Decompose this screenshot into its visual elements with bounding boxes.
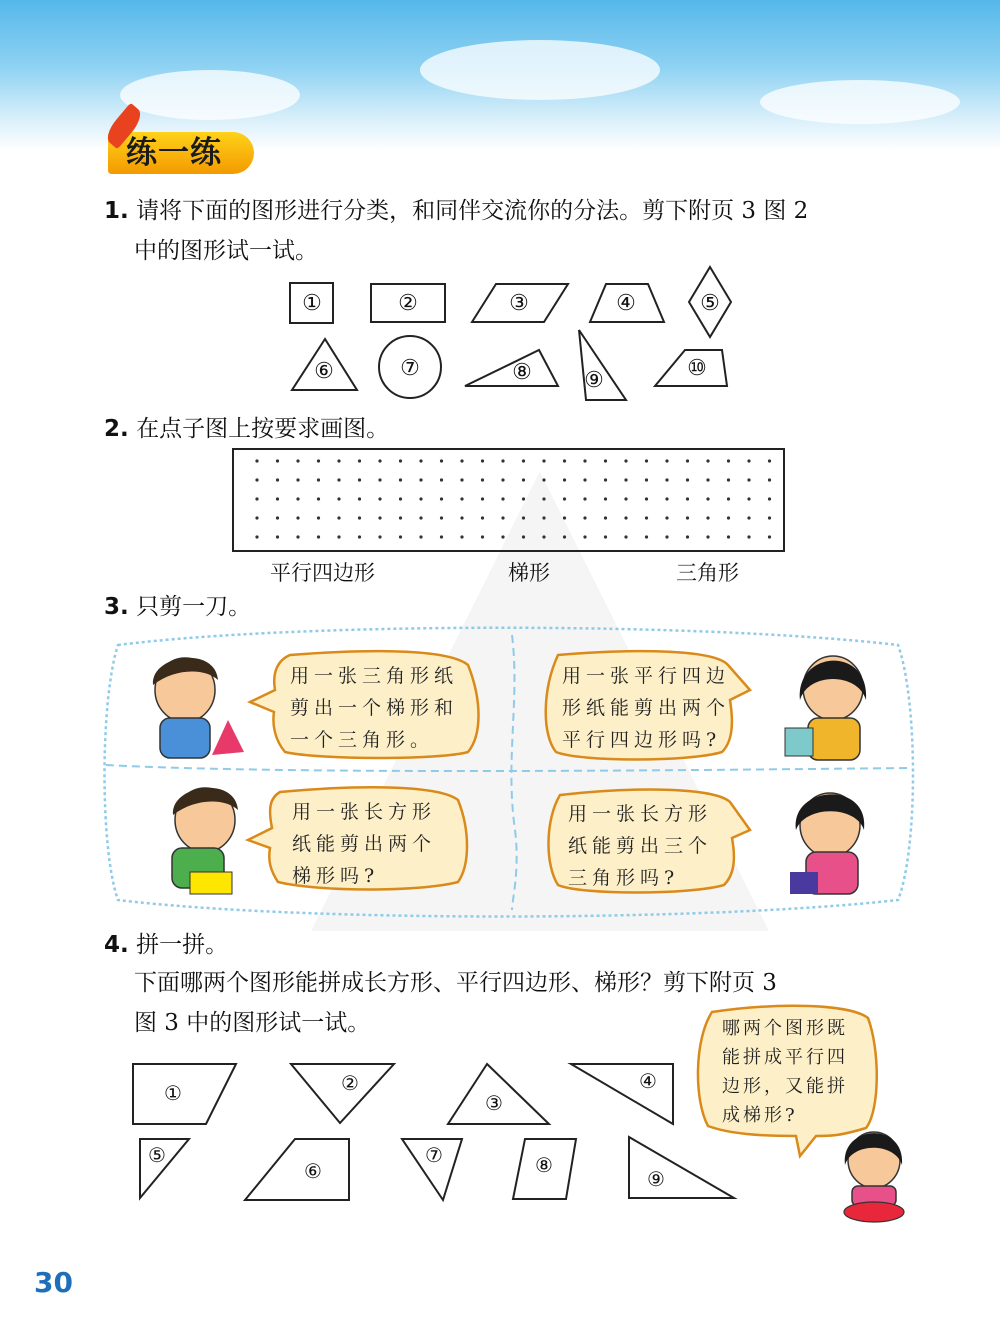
q1-label-6: ⑥ bbox=[314, 359, 334, 384]
grid-dot[interactable] bbox=[542, 459, 545, 462]
grid-dot[interactable] bbox=[337, 497, 340, 500]
grid-dot[interactable] bbox=[747, 497, 750, 500]
grid-dot[interactable] bbox=[419, 497, 422, 500]
q3-bubble-4-text bbox=[568, 798, 712, 894]
grid-dot[interactable] bbox=[399, 497, 402, 500]
grid-dot[interactable] bbox=[296, 459, 299, 462]
grid-dot[interactable] bbox=[522, 497, 525, 500]
grid-dot[interactable] bbox=[481, 516, 484, 519]
grid-dot[interactable] bbox=[296, 478, 299, 481]
grid-dot[interactable] bbox=[686, 497, 689, 500]
q1-label-9: ⑨ bbox=[584, 368, 604, 393]
grid-dot[interactable] bbox=[460, 459, 463, 462]
q1-label-7: ⑦ bbox=[400, 356, 420, 381]
grid-dot[interactable] bbox=[665, 497, 668, 500]
grid-dot[interactable] bbox=[358, 516, 361, 519]
q2-text: 在点子图上按要求画图。 bbox=[136, 416, 390, 442]
q4-shape-6-trapezoid[interactable] bbox=[245, 1139, 349, 1200]
q4-line bbox=[104, 928, 228, 962]
kid-girl-2-illustration bbox=[790, 793, 864, 894]
q3-text: 只剪一刀。 bbox=[136, 594, 252, 620]
grid-dot[interactable] bbox=[522, 459, 525, 462]
grid-dot[interactable] bbox=[481, 478, 484, 481]
kid-girl-3-illustration bbox=[844, 1132, 904, 1222]
q2-line bbox=[104, 412, 389, 446]
grid-dot[interactable] bbox=[604, 516, 607, 519]
q3-bubble-1-line1: 用一张三角形纸 bbox=[290, 665, 459, 687]
grid-dot[interactable] bbox=[583, 459, 586, 462]
grid-dot[interactable] bbox=[706, 459, 709, 462]
grid-dot[interactable] bbox=[440, 497, 443, 500]
grid-dot[interactable] bbox=[583, 497, 586, 500]
grid-dot[interactable] bbox=[255, 478, 258, 481]
grid-dot[interactable] bbox=[296, 535, 299, 538]
q3-bubble-2-line2: 形纸能剪出两个 bbox=[562, 697, 731, 719]
grid-dot[interactable] bbox=[706, 478, 709, 481]
grid-dot[interactable] bbox=[501, 478, 504, 481]
grid-dot[interactable] bbox=[583, 516, 586, 519]
grid-dot[interactable] bbox=[665, 535, 668, 538]
grid-dot[interactable] bbox=[276, 535, 279, 538]
kid-girl-1-illustration bbox=[785, 656, 866, 760]
q3-bubble-2-line3: 平行四边形吗? bbox=[562, 729, 722, 751]
q3-bubble-4-line1: 用一张长方形 bbox=[568, 803, 713, 825]
grid-dot[interactable] bbox=[645, 459, 648, 462]
q4-bubble-text bbox=[722, 1014, 848, 1130]
q4-label-5: ⑤ bbox=[148, 1143, 166, 1167]
grid-dot[interactable] bbox=[317, 478, 320, 481]
grid-dot[interactable] bbox=[378, 497, 381, 500]
grid-dot[interactable] bbox=[686, 516, 689, 519]
grid-dot[interactable] bbox=[563, 516, 566, 519]
grid-dot[interactable] bbox=[706, 516, 709, 519]
q1-label-5: ⑤ bbox=[700, 291, 720, 316]
q4-shape-4-triangle[interactable] bbox=[571, 1064, 673, 1124]
grid-dot[interactable] bbox=[583, 535, 586, 538]
grid-dot[interactable] bbox=[768, 459, 771, 462]
q4-label-2: ② bbox=[341, 1071, 359, 1095]
grid-dot[interactable] bbox=[399, 459, 402, 462]
q4-bubble-line3: 边形，又能拼 bbox=[722, 1076, 848, 1097]
grid-dot[interactable] bbox=[399, 516, 402, 519]
grid-dot[interactable] bbox=[768, 497, 771, 500]
grid-dot[interactable] bbox=[358, 497, 361, 500]
grid-dot[interactable] bbox=[604, 535, 607, 538]
q4-label-9: ⑨ bbox=[647, 1167, 665, 1191]
grid-dot[interactable] bbox=[542, 516, 545, 519]
q4-bubble-line4: 成梯形? bbox=[722, 1105, 798, 1126]
grid-dot[interactable] bbox=[358, 459, 361, 462]
q4-text: 拼一拼。 bbox=[136, 932, 229, 958]
grid-dot[interactable] bbox=[276, 459, 279, 462]
section-title: 练一练 bbox=[126, 135, 222, 171]
grid-dot[interactable] bbox=[501, 459, 504, 462]
pink-triangle-paper bbox=[212, 720, 244, 755]
grid-dot[interactable] bbox=[686, 478, 689, 481]
q4-text-line1: 下面哪两个图形能拼成长方形、平行四边形、梯形？剪下附页 3 bbox=[134, 970, 777, 996]
q4-label-3: ③ bbox=[485, 1091, 503, 1115]
grid-dot[interactable] bbox=[378, 459, 381, 462]
q2-number: 2. bbox=[104, 416, 129, 442]
grid-dot[interactable] bbox=[645, 478, 648, 481]
grid-dot[interactable] bbox=[686, 535, 689, 538]
q3-bubble-4-line2: 纸能剪出三个 bbox=[568, 835, 713, 857]
grid-dot[interactable] bbox=[686, 459, 689, 462]
grid-dot[interactable] bbox=[665, 478, 668, 481]
grid-dot[interactable] bbox=[419, 516, 422, 519]
grid-dot[interactable] bbox=[481, 497, 484, 500]
q1-label-3: ③ bbox=[509, 291, 529, 316]
grid-dot[interactable] bbox=[563, 497, 566, 500]
grid-dot[interactable] bbox=[645, 516, 648, 519]
grid-dot[interactable] bbox=[645, 535, 648, 538]
grid-dot[interactable] bbox=[460, 535, 463, 538]
grid-dot[interactable] bbox=[542, 478, 545, 481]
grid-dot[interactable] bbox=[727, 459, 730, 462]
grid-dot[interactable] bbox=[604, 497, 607, 500]
kid-boy-1-illustration bbox=[153, 658, 244, 758]
grid-dot[interactable] bbox=[419, 459, 422, 462]
grid-dot[interactable] bbox=[501, 535, 504, 538]
kid-boy-2-illustration bbox=[172, 788, 238, 894]
grid-dot[interactable] bbox=[624, 516, 627, 519]
grid-dot[interactable] bbox=[317, 535, 320, 538]
grid-dot[interactable] bbox=[255, 497, 258, 500]
grid-dot[interactable] bbox=[522, 516, 525, 519]
q3-line bbox=[104, 590, 251, 624]
grid-dot[interactable] bbox=[337, 478, 340, 481]
grid-dot[interactable] bbox=[440, 459, 443, 462]
q4-label-6: ⑥ bbox=[304, 1159, 322, 1183]
q3-bubble-2-text bbox=[562, 660, 730, 756]
grid-dot[interactable] bbox=[255, 535, 258, 538]
grid-dot[interactable] bbox=[337, 535, 340, 538]
grid-dot[interactable] bbox=[481, 535, 484, 538]
grid-dot[interactable] bbox=[604, 459, 607, 462]
grid-dot[interactable] bbox=[358, 535, 361, 538]
q1-label-10: ⑩ bbox=[687, 356, 707, 381]
grid-dot[interactable] bbox=[542, 497, 545, 500]
yellow-rectangle-paper bbox=[190, 872, 232, 894]
q4-shape-1-trapezoid[interactable] bbox=[133, 1064, 236, 1124]
grid-dot[interactable] bbox=[317, 497, 320, 500]
q4-shape-9-triangle[interactable] bbox=[629, 1137, 734, 1198]
grid-dot[interactable] bbox=[624, 478, 627, 481]
q4-label-1: ① bbox=[164, 1081, 182, 1105]
q3-bubble-4-line3: 三角形吗? bbox=[568, 867, 680, 889]
grid-dot[interactable] bbox=[563, 478, 566, 481]
grid-dot[interactable] bbox=[624, 497, 627, 500]
grid-dot[interactable] bbox=[440, 478, 443, 481]
grid-dot[interactable] bbox=[747, 535, 750, 538]
page-number: 30 bbox=[34, 1266, 73, 1299]
grid-dot[interactable] bbox=[768, 535, 771, 538]
q1-label-4: ④ bbox=[616, 291, 636, 316]
grid-dot[interactable] bbox=[460, 497, 463, 500]
dot-grid-frame bbox=[233, 449, 784, 551]
grid-dot[interactable] bbox=[419, 535, 422, 538]
grid-dot[interactable] bbox=[255, 459, 258, 462]
q3-number: 3. bbox=[104, 594, 129, 620]
grid-dot[interactable] bbox=[296, 516, 299, 519]
grid-dot[interactable] bbox=[583, 478, 586, 481]
grid-dot[interactable] bbox=[727, 497, 730, 500]
grid-dot[interactable] bbox=[358, 478, 361, 481]
grid-dot[interactable] bbox=[542, 535, 545, 538]
q4-label-8: ⑧ bbox=[535, 1153, 553, 1177]
q2-caption-triangle: 三角形 bbox=[676, 561, 739, 585]
grid-dot[interactable] bbox=[747, 516, 750, 519]
grid-dot[interactable] bbox=[563, 459, 566, 462]
grid-dot[interactable] bbox=[501, 516, 504, 519]
grid-dot[interactable] bbox=[747, 478, 750, 481]
grid-dot[interactable] bbox=[317, 516, 320, 519]
q1-text: 请将下面的图形进行分类，和同伴交流你的分法。剪下附页 3 图 2 bbox=[136, 198, 809, 224]
grid-dot[interactable] bbox=[665, 516, 668, 519]
grid-dot[interactable] bbox=[255, 516, 258, 519]
q3-bubble-3-line1: 用一张长方形 bbox=[292, 801, 437, 823]
q4-bubble-line1: 哪两个图形既 bbox=[722, 1018, 848, 1039]
grid-dot[interactable] bbox=[276, 478, 279, 481]
q4-label-4: ④ bbox=[639, 1069, 657, 1093]
grid-dot[interactable] bbox=[522, 478, 525, 481]
q3-bubble-2-line1: 用一张平行四边 bbox=[562, 665, 731, 687]
grid-dot[interactable] bbox=[604, 478, 607, 481]
q4-text-line2: 图 3 中的图形试一试。 bbox=[134, 1010, 371, 1036]
grid-dot[interactable] bbox=[563, 535, 566, 538]
grid-dot[interactable] bbox=[481, 459, 484, 462]
grid-dot[interactable] bbox=[727, 478, 730, 481]
q1-number: 1. bbox=[104, 198, 129, 224]
grid-dot[interactable] bbox=[460, 516, 463, 519]
grid-dot[interactable] bbox=[727, 516, 730, 519]
q3-bubble-3-text bbox=[292, 796, 436, 892]
grid-dot[interactable] bbox=[768, 516, 771, 519]
dot-grid bbox=[255, 459, 771, 538]
grid-dot[interactable] bbox=[317, 459, 320, 462]
q4-label-7: ⑦ bbox=[425, 1143, 443, 1167]
grid-dot[interactable] bbox=[378, 478, 381, 481]
grid-dot[interactable] bbox=[399, 535, 402, 538]
grid-dot[interactable] bbox=[419, 478, 422, 481]
grid-dot[interactable] bbox=[624, 535, 627, 538]
grid-dot[interactable] bbox=[768, 478, 771, 481]
q3-bubble-1-text bbox=[290, 660, 458, 756]
grid-dot[interactable] bbox=[501, 497, 504, 500]
grid-dot[interactable] bbox=[276, 516, 279, 519]
grid-dot[interactable] bbox=[706, 535, 709, 538]
q1-text-line2: 中的图形试一试。 bbox=[134, 238, 318, 264]
grid-dot[interactable] bbox=[727, 535, 730, 538]
q4-bubble-line2: 能拼成平行四 bbox=[722, 1047, 848, 1068]
teal-parallelogram-paper bbox=[785, 728, 813, 756]
grid-dot[interactable] bbox=[337, 459, 340, 462]
q3-bubble-1-line2: 剪出一个梯形和 bbox=[290, 697, 459, 719]
q1-label-8: ⑧ bbox=[512, 360, 532, 385]
grid-dot[interactable] bbox=[378, 535, 381, 538]
grid-dot[interactable] bbox=[460, 478, 463, 481]
grid-dot[interactable] bbox=[337, 516, 340, 519]
q3-bubble-3-line3: 梯形吗? bbox=[292, 865, 380, 887]
grid-dot[interactable] bbox=[440, 535, 443, 538]
grid-dot[interactable] bbox=[706, 497, 709, 500]
grid-dot[interactable] bbox=[440, 516, 443, 519]
grid-dot[interactable] bbox=[378, 516, 381, 519]
q3-bubble-3-line2: 纸能剪出两个 bbox=[292, 833, 437, 855]
purple-rectangle-paper bbox=[790, 872, 818, 894]
grid-dot[interactable] bbox=[522, 535, 525, 538]
grid-dot[interactable] bbox=[296, 497, 299, 500]
q1-label-2: ② bbox=[398, 291, 418, 316]
grid-dot[interactable] bbox=[624, 459, 627, 462]
q1-label-1: ① bbox=[302, 291, 322, 316]
grid-dot[interactable] bbox=[399, 478, 402, 481]
grid-dot[interactable] bbox=[276, 497, 279, 500]
grid-dot[interactable] bbox=[747, 459, 750, 462]
q4-number: 4. bbox=[104, 932, 129, 958]
q3-bubble-1-line3: 一个三角形。 bbox=[290, 729, 435, 751]
grid-dot[interactable] bbox=[665, 459, 668, 462]
q2-caption-trapezoid: 梯形 bbox=[508, 561, 550, 585]
grid-dot[interactable] bbox=[645, 497, 648, 500]
q2-caption-parallelogram: 平行四边形 bbox=[270, 561, 375, 585]
